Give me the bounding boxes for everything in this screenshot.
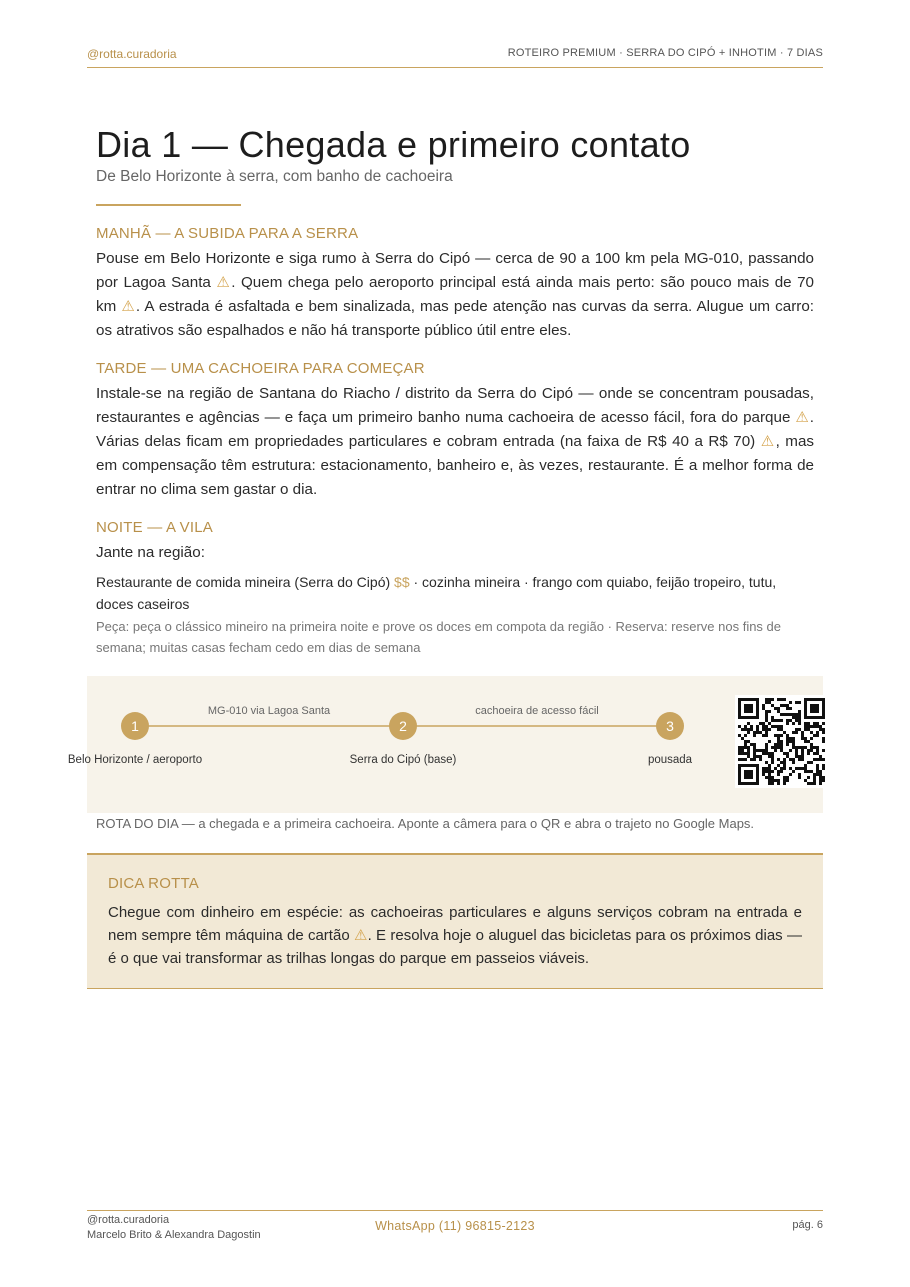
route-leg-label: MG-010 via Lagoa Santa xyxy=(207,705,331,717)
morning-heading: MANHÃ — A SUBIDA PARA A SERRA xyxy=(96,225,359,242)
route-stop-label: Serra do Cipó (base) xyxy=(349,754,457,766)
footer-whatsapp: WhatsApp (11) 96815-2123 xyxy=(375,1219,535,1233)
tip-box xyxy=(87,853,823,989)
route-diagram xyxy=(67,676,823,813)
warning-icon: ⚠ xyxy=(760,433,776,450)
tip-heading: DICA ROTTA xyxy=(108,875,199,892)
route-caption: ROTA DO DIA — a chegada e a primeira cachoeira. Aponte a câmera para o QR e abra o trajeto no Google Maps. xyxy=(96,816,755,831)
page-footer xyxy=(87,1210,823,1251)
warning-icon: ⚠ xyxy=(121,298,136,315)
footer-brand: @rotta.curadoria xyxy=(87,1214,170,1226)
route-stop-number: 3 xyxy=(666,718,674,734)
warning-icon: ⚠ xyxy=(353,927,368,944)
header-doc-title: ROTEIRO PREMIUM · SERRA DO CIPÓ + INHOTIM · 7 DIAS xyxy=(507,47,823,59)
restaurant-item xyxy=(96,571,814,615)
tip-paragraph: Chegue com dinheiro em espécie: as cachoeiras particulares e alguns serviços cobram na entrada e nem sempre têm máquina de cartão ⚠. E resolva hoje o aluguel das bicicletas para os próximos dias — é o que vai transformar as trilhas longas do parque em passeios viáveis. xyxy=(108,904,802,967)
header-brand: @rotta.curadoria xyxy=(87,47,177,61)
page-number: pág. 6 xyxy=(792,1219,823,1231)
page-title: Dia 1 — Chegada e primeiro contato xyxy=(96,124,691,165)
restaurant-note: Peça: peça o clássico mineiro na primeira noite e prove os doces em compota da região · Reserva: reserve nos fins de semana; muitas casas fecham cedo em dias de semana xyxy=(96,619,782,655)
night-intro: Jante na região: xyxy=(96,544,205,561)
afternoon-paragraph: Instale-se na região de Santana do Riacho / distrito da Serra do Cipó — onde se concentram pousadas, restaurantes e agências — e faça um primeiro banho numa cachoeira de acesso fácil, fora do parque ⚠. Várias delas ficam em propriedades particulares e cobram entrada (na faixa de R$ 40 a R$ 70) ⚠, mas em compensação têm estrutura: estacionamento, banheiro e, às vezes, restaurante. É a melhor forma de entrar no clima sem gastar o dia. xyxy=(96,385,815,498)
day-content xyxy=(96,124,814,658)
warning-icon: ⚠ xyxy=(795,409,810,426)
title-divider xyxy=(96,204,241,206)
night-heading: NOITE — A VILA xyxy=(96,519,214,536)
morning-paragraph: Pouse em Belo Horizonte e siga rumo à Serra do Cipó — cerca de 90 a 100 km pela MG-010, passando por Lagoa Santa ⚠. Quem chega pelo aeroporto principal está ainda mais perto: são pouco mais de 70 km ⚠. A estrada é asfaltada e bem sinalizada, mas pede atenção nas curvas da serra. Alugue um carro: os atrativos são espalhados e não há transporte público útil entre eles. xyxy=(96,250,815,339)
route-stop-label: pousada xyxy=(647,754,693,766)
restaurant-name: Restaurante de comida mineira (Serra do Cipó) xyxy=(96,574,395,590)
qr-code xyxy=(735,695,828,788)
route-stop-label: Belo Horizonte / aeroporto xyxy=(67,754,203,766)
route-stop-number: 2 xyxy=(399,718,407,734)
footer-authors: Marcelo Brito & Alexandra Dagostin xyxy=(87,1229,261,1241)
page-header xyxy=(87,44,823,68)
route-map xyxy=(67,676,823,813)
restaurant-description: · cozinha mineira · frango com quiabo, feijão tropeiro, tutu, doces caseiros xyxy=(96,574,777,612)
page-subtitle: De Belo Horizonte à serra, com banho de cachoeira xyxy=(96,168,453,185)
afternoon-heading: TARDE — UMA CACHOEIRA PARA COMEÇAR xyxy=(96,360,425,377)
warning-icon: ⚠ xyxy=(216,274,232,291)
route-stop-number: 1 xyxy=(131,718,139,734)
price-badge: $$ xyxy=(394,574,410,590)
route-leg-label: cachoeira de acesso fácil xyxy=(475,705,599,717)
